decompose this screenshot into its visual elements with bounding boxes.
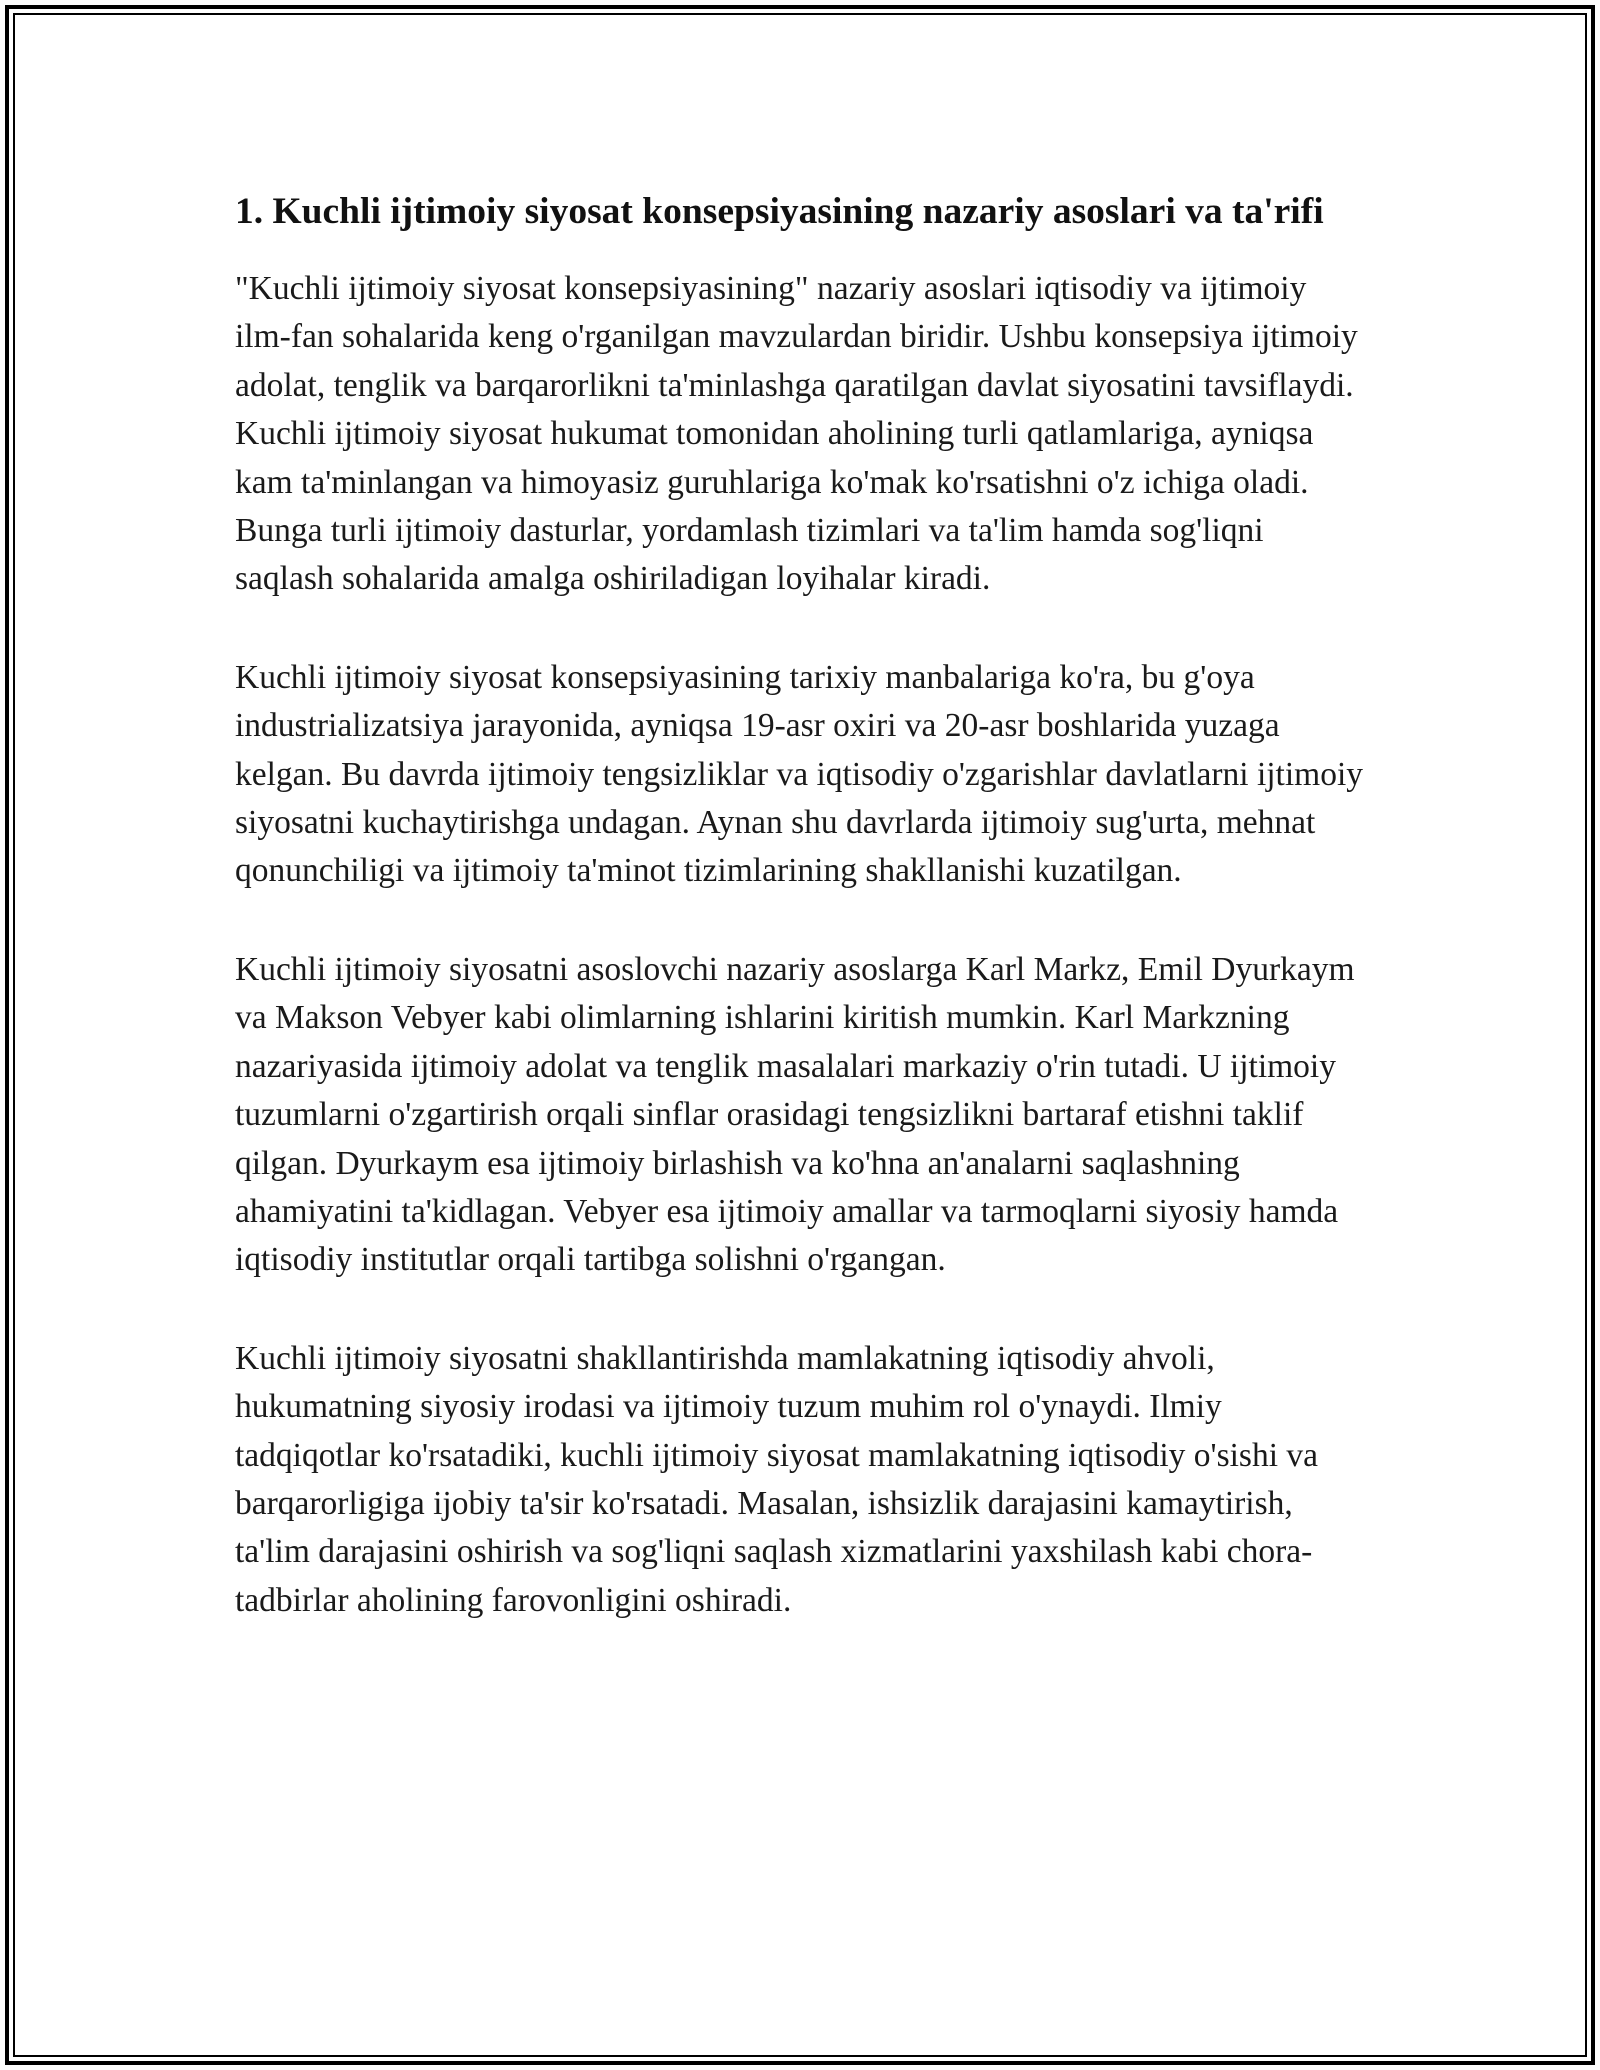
document-body xyxy=(235,185,1370,1675)
paragraph-2: Kuchli ijtimoiy siyosat konsepsiyasining tarixiy manbalariga ko'ra, bu g'oya industrializatsiya jarayonida, ayniqsa 19-asr oxiri va 20-asr boshlarida yuzaga kelgan. Bu davrda ijtimoiy tengsizliklar va iqtisodiy o'zgarishlar davlatlarni ijtimoiy siyosatni kuchaytirishga undagan. Aynan shu davrlarda ijtimoiy sug'urta, mehnat qonunchiligi va ijtimoiy ta'minot tizimlarining shakllanishi kuzatilgan. xyxy=(235,658,1364,890)
paragraph-1: "Kuchli ijtimoiy siyosat konsepsiyasining" nazariy asoslari iqtisodiy va ijtimoiy ilm-fan sohalarida keng o'rganilgan mavzulardan biridir. Ushbu konsepsiya ijtimoiy adolat, tenglik va barqarorlikni ta'minlashga qaratilgan davlat siyosatini tavsiflaydi. Kuchli ijtimoiy siyosat hukumat tomonidan aholining turli qatlamlariga, ayniqsa kam ta'minlangan va himoyasiz guruhlariga ko'mak ko'rsatishni o'z ichiga oladi. Bunga turli ijtimoiy dasturlar, yordamlash tizimlari va ta'lim hamda sog'liqni saqlash sohalarida amalga oshiriladigan loyihalar kiradi. xyxy=(235,270,1358,598)
paragraph-4: Kuchli ijtimoiy siyosatni shakllantirishda mamlakatning iqtisodiy ahvoli, hukumatning siyosiy irodasi va ijtimoiy tuzum muhim rol o'ynaydi. Ilmiy tadqiqotlar ko'rsatadiki, kuchli ijtimoiy siyosat mamlakatning iqtisodiy o'sishi va barqarorligiga ijobiy ta'sir ko'rsatadi. Masalan, ishsizlik darajasini kamaytirish, ta'lim darajasini oshirish va sog'liqni saqlash xizmatlarini yaxshilash kabi chora-tadbirlar aholining farovonligini oshiradi. xyxy=(235,1339,1319,1619)
section-heading: 1. Kuchli ijtimoiy siyosat konsepsiyasining nazariy asoslari va ta'rifi xyxy=(235,191,1324,232)
paragraph-3: Kuchli ijtimoiy siyosatni asoslovchi nazariy asoslarga Karl Markz, Emil Dyurkaym va Makson Vebyer kabi olimlarning ishlarini kiritish mumkin. Karl Markzning nazariyasida ijtimoiy adolat va tenglik masalalari markaziy o'rin tutadi. U ijtimoiy tuzumlarni o'zgartirish orqali sinflar orasidagi tengsizlikni bartaraf etishni taklif qilgan. Dyurkaym esa ijtimoiy birlashish va ko'hna an'analarni saqlashning ahamiyatini ta'kidlagan. Vebyer esa ijtimoiy amallar va tarmoqlarni siyosiy hamda iqtisodiy institutlar orqali tartibga solishni o'rgangan. xyxy=(235,950,1355,1279)
